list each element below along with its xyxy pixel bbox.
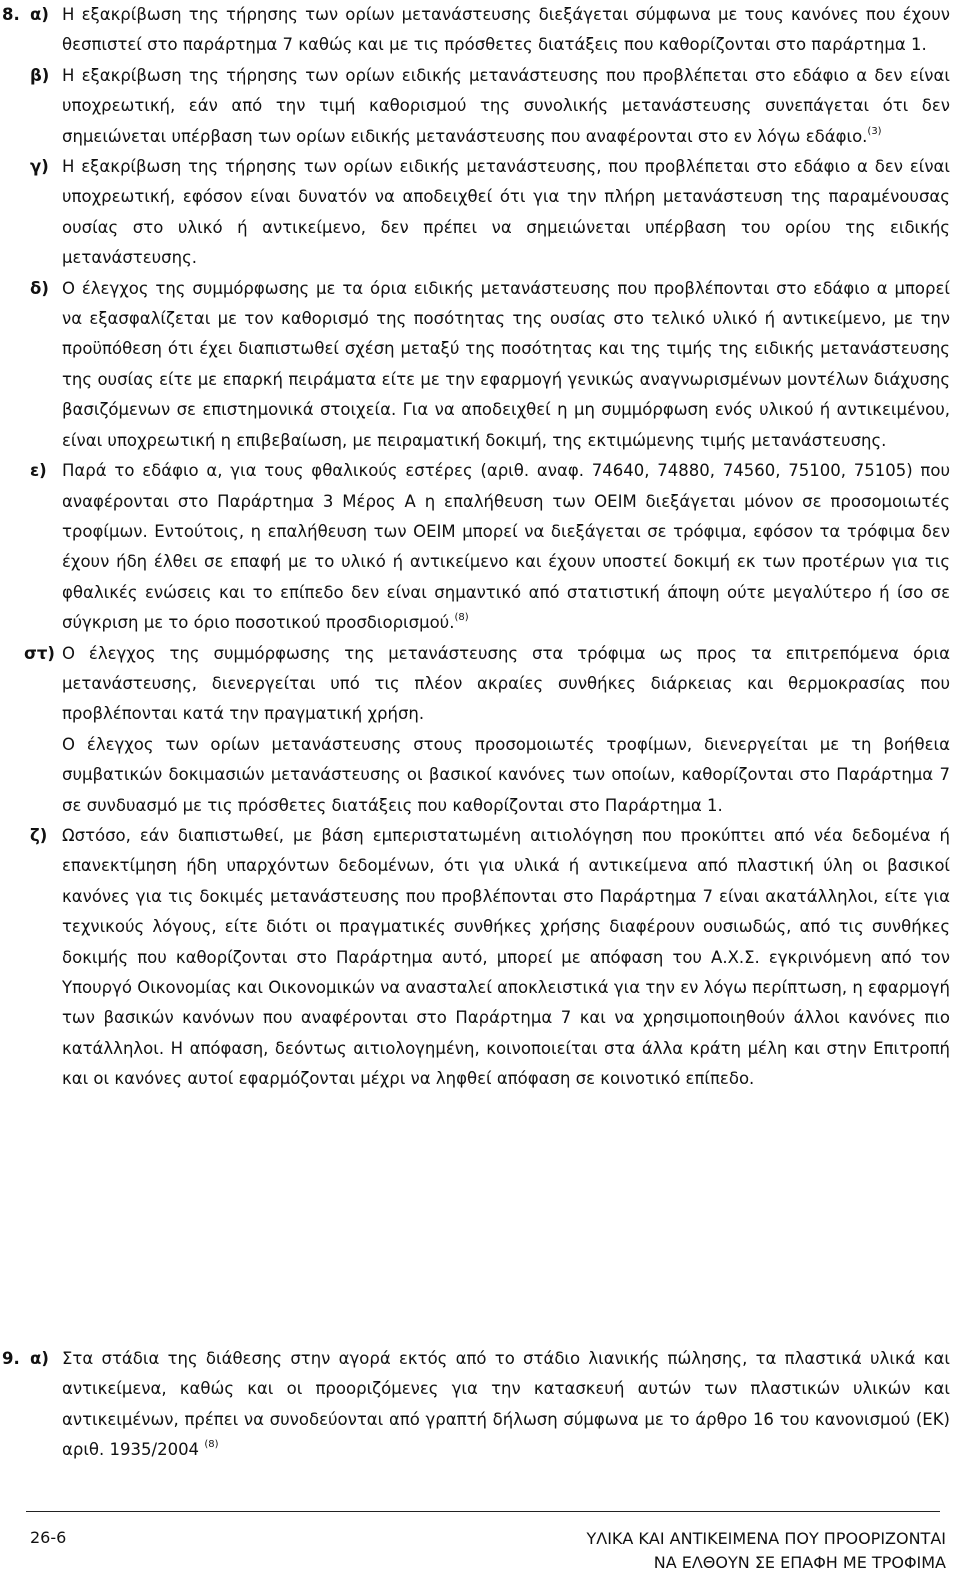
page-number: 26-6 [30, 1528, 67, 1547]
item-label: ε) [30, 461, 47, 481]
footnote-ref: (3) [867, 125, 882, 137]
item-text: Ο έλεγχος της συμμόρφωσης της μετανάστευσης στα τρόφιμα ως προς τα επιτρεπόμενα όρια μετανάστευσης, διενεργείται υπό τις πλέον ακραίες συνθήκες διάρκειας και θερμοκρασίας που προβλέπονται κατά την πραγματική χρήση. [62, 643, 950, 724]
item-label: β) [30, 65, 50, 85]
item-8b [0, 61, 950, 152]
item-8st [0, 639, 950, 821]
item-text-continued: Ο έλεγχος των ορίων μετανάστευσης στους προσομοιωτές τροφίμων, διενεργείται με τη βοήθεια συμβατικών δοκιμασιών μετανάστευσης οι βασικοί κανόνες των οποίων, καθορίζονται στο Παράρτημα 7 σε συνδυασμό με τις πρόσθετες διατάξεις που καθορίζονται στο Παράρτημα 1. [62, 734, 950, 815]
section-9 [0, 1344, 960, 1466]
item-text: Ωστόσο, εάν διαπιστωθεί, με βάση εμπεριστατωμένη αιτιολόγηση που προκύπτει από νέα δεδομένα ή επανεκτίμηση ήδη υπαρχόντων δεδομένων, ότι για υλικά ή αντικείμενα από πλαστική ύλη οι βασικοί κανόνες για τις δοκιμές μετανάστευσης που προβλέπονται στο Παράρτημα 7 είναι ακατάλληλοι, είτε για τεχνικούς λόγους, είτε διότι οι πραγματικές συνθήκες χρήσης διαφέρουν ουσιωδώς, από τις συνθήκες δοκιμής που καθορίζονται στο Παράρτημα αυτό, μπορεί με απόφαση του Α.Χ.Σ. εγκρινόμενη από τον Υπουργό Οικονομίας και Οικονομικών να ανασταλεί αποκλειστικά για την εν λόγω περίπτωση, η εφαρμογή των βασικών κανόνων που αναφέρονται στο Παράρτημα 7 και να χρησιμοποιηθούν άλλοι κανόνες πιο κατάλληλοι. Η απόφαση, δεόντως αιτιολογημένη, κοινοποιείται στα άλλα κράτη μέλη και στην Επιτροπή και οι κανόνες αυτοί εφαρμόζονται μέχρι να ληφθεί απόφαση σε κοινοτικό επίπεδο. [62, 825, 950, 1089]
item-text: Η εξακρίβωση της τήρησης των ορίων ειδικής μετανάστευσης, που προβλέπεται στο εδάφιο α δεν είναι υποχρεωτική, εφόσον είναι δυνατόν να αποδειχθεί ότι για την πλήρη μετανάστευση της παραμένουσας ουσίας στο υλικό ή αντικείμενο, δεν πρέπει να σημειώνεται υπέρβαση του ορίου της ειδικής μετανάστευσης. [62, 157, 950, 268]
item-label: στ) [24, 643, 55, 663]
item-8e [0, 456, 950, 638]
footer-title-line-2: ΝΑ ΕΛΘΟΥΝ ΣΕ ΕΠΑΦΗ ΜΕ ΤΡΟΦΙΜΑ [653, 1553, 946, 1572]
item-9a [0, 1344, 950, 1466]
item-text: Στα στάδια της διάθεσης στην αγορά εκτός από το στάδιο λιανικής πώλησης, τα πλαστικά υλικά και αντικείμενα, καθώς και οι προοριζόμενες για την κατασκευή αυτών των πλαστικών υλικών και αντικειμένων, πρέπει να συνοδεύονται από γραπτή δήλωση σύμφωνα με το άρθρο 16 του κανονισμού (ΕΚ) αριθ. 1935/2004 [62, 1349, 950, 1460]
item-8c [0, 152, 950, 274]
section-number: 9. [2, 1349, 20, 1368]
item-text: Η εξακρίβωση της τήρησης των ορίων μετανάστευσης διεξάγεται σύμφωνα με τους κανόνες που έχουν θεσπιστεί στο παράρτημα 7 καθώς και με τις πρόσθετες διατάξεις που καθορίζονται στο παράρτημα 1. [62, 5, 950, 55]
section-number: 8. [2, 5, 20, 24]
item-label: ζ) [30, 825, 48, 845]
item-label: α) [30, 1349, 49, 1368]
item-label: γ) [30, 157, 49, 177]
footer-title-line-1: ΥΛΙΚΑ ΚΑΙ ΑΝΤΙΚΕΙΜΕΝΑ ΠΟΥ ΠΡΟΟΡΙΖΟΝΤΑΙ [586, 1529, 946, 1548]
item-8a [0, 0, 950, 61]
item-text: Παρά το εδάφιο α, για τους φθαλικούς εστέρες (αριθ. αναφ. 74640, 74880, 74560, 75100, 75105) που αναφέρονται στο Παράρτημα 3 Μέρος Α η επαλήθευση των ΟΕΙΜ διεξάγεται μόνον σε προσομοιωτές τροφίμων. Εντούτοις, η επαλήθευση των ΟΕΙΜ μπορεί να διεξάγεται σε τρόφιμα, εφόσον τα τρόφιμα δεν έχουν ήδη έλθει σε επαφή με το υλικό ή αντικείμενο και έχουν υποστεί δοκιμή εκ των προτέρων για τις φθαλικές ενώσεις και το επίπεδο δεν είναι σημαντικό από στατιστική άποψη ούτε μεγαλύτερο ή ίσο σε σύγκριση με το όριο ποσοτικού προσδιορισμού. [62, 461, 950, 633]
footer-title [586, 1527, 946, 1575]
item-label: δ) [30, 278, 49, 298]
item-label: α) [30, 5, 49, 24]
item-8d [0, 274, 950, 456]
footnote-ref: (8) [204, 1439, 219, 1451]
item-text: Ο έλεγχος της συμμόρφωσης με τα όρια ειδικής μετανάστευσης που προβλέπονται στο εδάφιο α μπορεί να εξασφαλίζεται με τον καθορισμό της ποσότητας της ουσίας στο τελικό υλικό ή αντικείμενο, με την προϋπόθεση ότι έχει διαπιστωθεί σχέση μεταξύ της ποσότητας και της τιμής της ειδικής μετανάστευσης της ουσίας είτε με επαρκή πειράματα είτε με την εφαρμογή γενικώς αναγνωρισμένων μοντέλων διάχυσης βασιζόμενων σε επιστημονικά στοιχεία. Για να αποδειχθεί η μη συμμόρφωση ενός υλικού ή αντικειμένου, είναι υποχρεωτική η επιβεβαίωση, με πειραματική δοκιμή, της εκτιμώμενης τιμής μετανάστευσης. [62, 278, 950, 450]
item-8z [0, 821, 950, 1095]
footnote-ref: (8) [454, 612, 469, 624]
footer-divider [26, 1511, 940, 1512]
item-text: Η εξακρίβωση της τήρησης των ορίων ειδικής μετανάστευσης που προβλέπεται στο εδάφιο α δεν είναι υποχρεωτική, εάν από την τιμή καθορισμού της συνολικής μετανάστευσης συνεπάγεται ότι δεν σημειώνεται υπέρβαση των ορίων ειδικής μετανάστευσης που αναφέρονται στο εν λόγω εδάφιο. [62, 65, 950, 146]
